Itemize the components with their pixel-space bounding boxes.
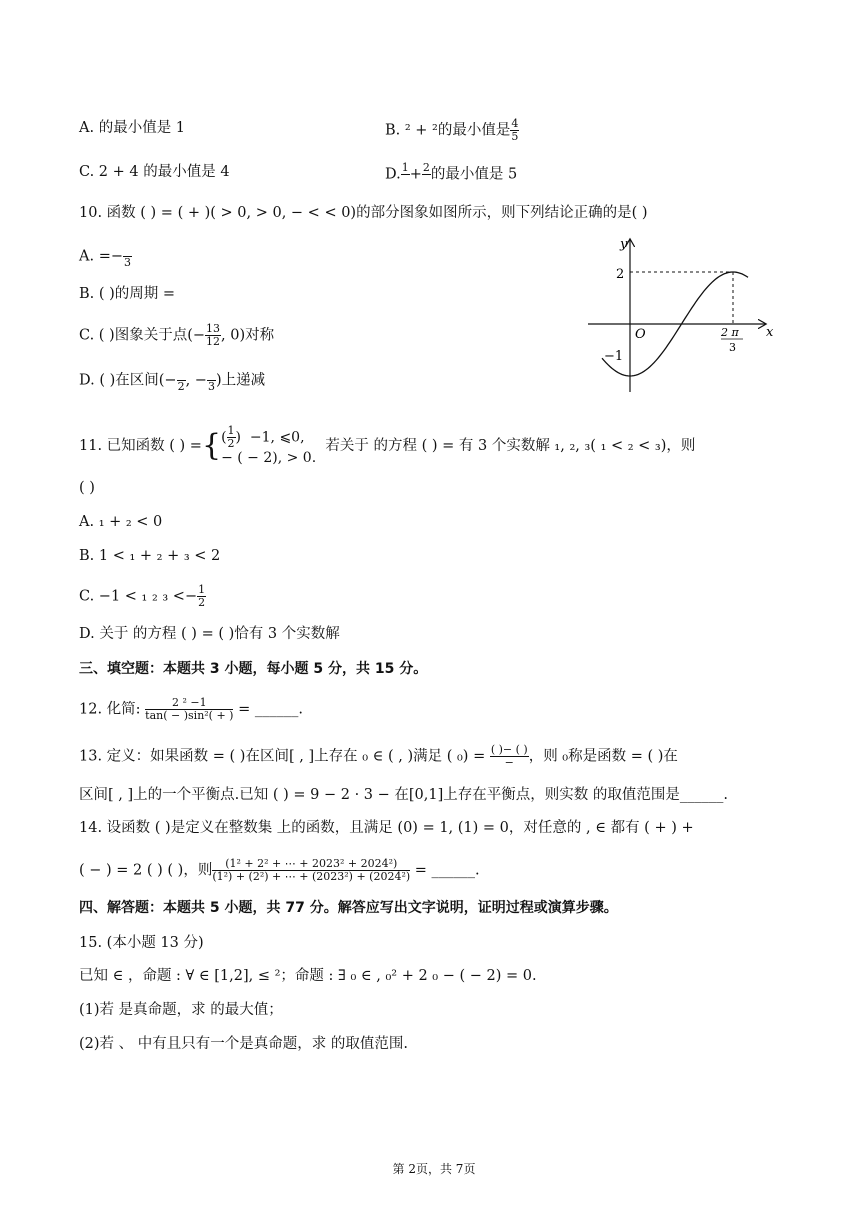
q9-option-b-text: B. ² + ²的最小值是 <box>385 122 511 139</box>
q11-stem-post: 若关于 的方程 ( ) = 有 3 个实数解 ₁, ₂, ₃( ₁ < ₂ < ₃)，则 <box>325 438 696 454</box>
q11-case2: − ( − 2), > 0. <box>221 450 317 466</box>
q14-answer-blank: = ______. <box>414 862 480 879</box>
q10-option-d <box>79 368 265 393</box>
q14-line1: 14. 设函数 ( )是定义在整数集 上的函数，且满足 (0) = 1, (1) = 0，对任意的 , ∈ 都有 ( + ) + <box>79 820 694 836</box>
q10-option-d-fraction1: 2 <box>177 368 186 393</box>
q11-stem-pre: 11. 已知函数 ( ) = <box>79 438 202 454</box>
y-axis-label: y <box>620 237 628 252</box>
q12-answer-blank: = ______. <box>238 701 303 718</box>
q12-label: 12. 化简: <box>79 701 141 718</box>
q12 <box>79 697 303 722</box>
q10-option-c-fraction: $\frac{13}{12}$ <box>206 322 221 348</box>
q15-part2: (2)若 、 中有且只有一个是真命题，求 的取值范围. <box>79 1036 408 1052</box>
q10-stem: 10. 函数 ( ) = ( + )( > 0, > 0, − < < 0)的部分图象如图所示，则下列结论正确的是( ) <box>79 205 648 221</box>
q9-option-d-text: 的最小值是 5 <box>430 166 518 183</box>
q9-option-c: C. 2 + 4 的最小值是 4 <box>79 164 230 180</box>
q9-option-d-plus: + <box>409 166 422 183</box>
q15-part1: (1)若 是真命题，求 的最大值； <box>79 1002 283 1018</box>
q10-option-d-post: )上递减 <box>215 372 266 389</box>
q11-option-c-fraction: $\frac{1}{2}$ <box>198 583 206 609</box>
q10-option-c <box>79 323 274 348</box>
min-value-label: −1 <box>604 349 624 364</box>
q12-fraction: $\frac{\text{2 ² −1}}{\text{tan( − )sin²( + )}}$ <box>145 696 234 722</box>
max-value-label: 2 <box>616 267 625 282</box>
q11-brace: { <box>201 428 222 463</box>
q11-option-a: A. ₁ + ₂ < 0 <box>79 514 163 530</box>
q9-option-b <box>385 118 519 143</box>
q10-option-d-text: D. ( )在区间(− <box>79 372 177 389</box>
q11-paren: ( ) <box>79 480 95 496</box>
q11-option-d: D. 关于 的方程 ( ) = ( )恰有 3 个实数解 <box>79 626 340 642</box>
page-footer: 第 2页，共 7页 <box>392 1162 476 1176</box>
q11-option-b: B. 1 < ₁ + ₂ + ₃ < 2 <box>79 548 221 564</box>
x-axis-label: x <box>766 325 774 340</box>
q13-line2: 区间[ , ]上的一个平衡点.已知 ( ) = 9 − 2 · 3 − 在[0,1]上存在平衡点，则实数 的取值范围是______. <box>79 787 728 803</box>
q14-fraction: $\frac{\text{(1² + 2² + ⋯ + 2023² + 2024²)}}{\text{(1²) + (2²) + ⋯ + (2023²) + (2024²)}}$ <box>212 857 411 883</box>
q13-line1-pre: 13. 定义：如果函数 = ( )在区间[ , ]上存在 ₀ ∈ ( , )满足 ( ₀) = <box>79 748 486 765</box>
q11-option-c-text: C. −1 < ₁ ₂ ₃ <− <box>79 588 198 605</box>
section-3-heading: 三、填空题：本题共 3 小题，每小题 5 分，共 15 分。 <box>79 661 428 677</box>
q14-line2-pre: ( − ) = 2 ( ) ( )，则 <box>79 862 213 879</box>
q10-function-graph <box>580 232 785 397</box>
q9-option-b-fraction: $\frac{4}{5}$ <box>511 117 519 143</box>
q11-piecewise <box>221 425 316 467</box>
origin-label: O <box>635 327 646 342</box>
q9-option-d <box>385 162 517 187</box>
q13-fraction: $\frac{( )- ( )}{-}$ <box>490 743 528 769</box>
x-tick-numerator: 2 π <box>721 326 739 339</box>
q13-line1 <box>79 744 678 769</box>
q9-option-d-fraction2: 2 <box>422 161 430 174</box>
q10-option-b: B. ( )的周期 = <box>79 286 176 302</box>
q14-line2 <box>79 858 480 883</box>
q10-option-a-fraction: 3 <box>123 244 132 269</box>
q9-option-d-fraction1: 1 <box>401 161 409 174</box>
q10-option-d-mid: , − <box>185 372 207 389</box>
q9-option-d-label: D. <box>385 166 401 183</box>
q9-option-a: A. 的最小值是 1 <box>79 120 186 136</box>
q11-stem <box>79 425 695 467</box>
section-4-heading: 四、解答题：本题共 5 小题，共 77 分。解答应写出文字说明，证明过程或演算步骤。 <box>79 900 618 916</box>
q10-option-c-post: , 0)对称 <box>221 327 275 344</box>
q10-option-c-text: C. ( )图象关于点(− <box>79 327 206 344</box>
q10-option-d-fraction2: 3 <box>207 368 216 393</box>
q10-option-a <box>79 244 132 269</box>
q10-option-a-text: A. =− <box>79 248 123 265</box>
q15-stem: 已知 ∈ ，命题 : ∀ ∈ [1,2], ≤ ²；命题 : ∃ ₀ ∈ , ₀² + 2 ₀ − ( − 2) = 0. <box>79 968 537 984</box>
q11-option-c <box>79 584 206 609</box>
q15-title: 15. (本小题 13 分) <box>79 935 204 951</box>
q11-case1: ( $\frac{1}{2}$ ) −1, ⩽0, <box>221 424 305 450</box>
x-tick-denominator: 3 <box>729 341 736 354</box>
q13-line1-post: ，则 ₀称是函数 = ( )在 <box>528 748 678 765</box>
